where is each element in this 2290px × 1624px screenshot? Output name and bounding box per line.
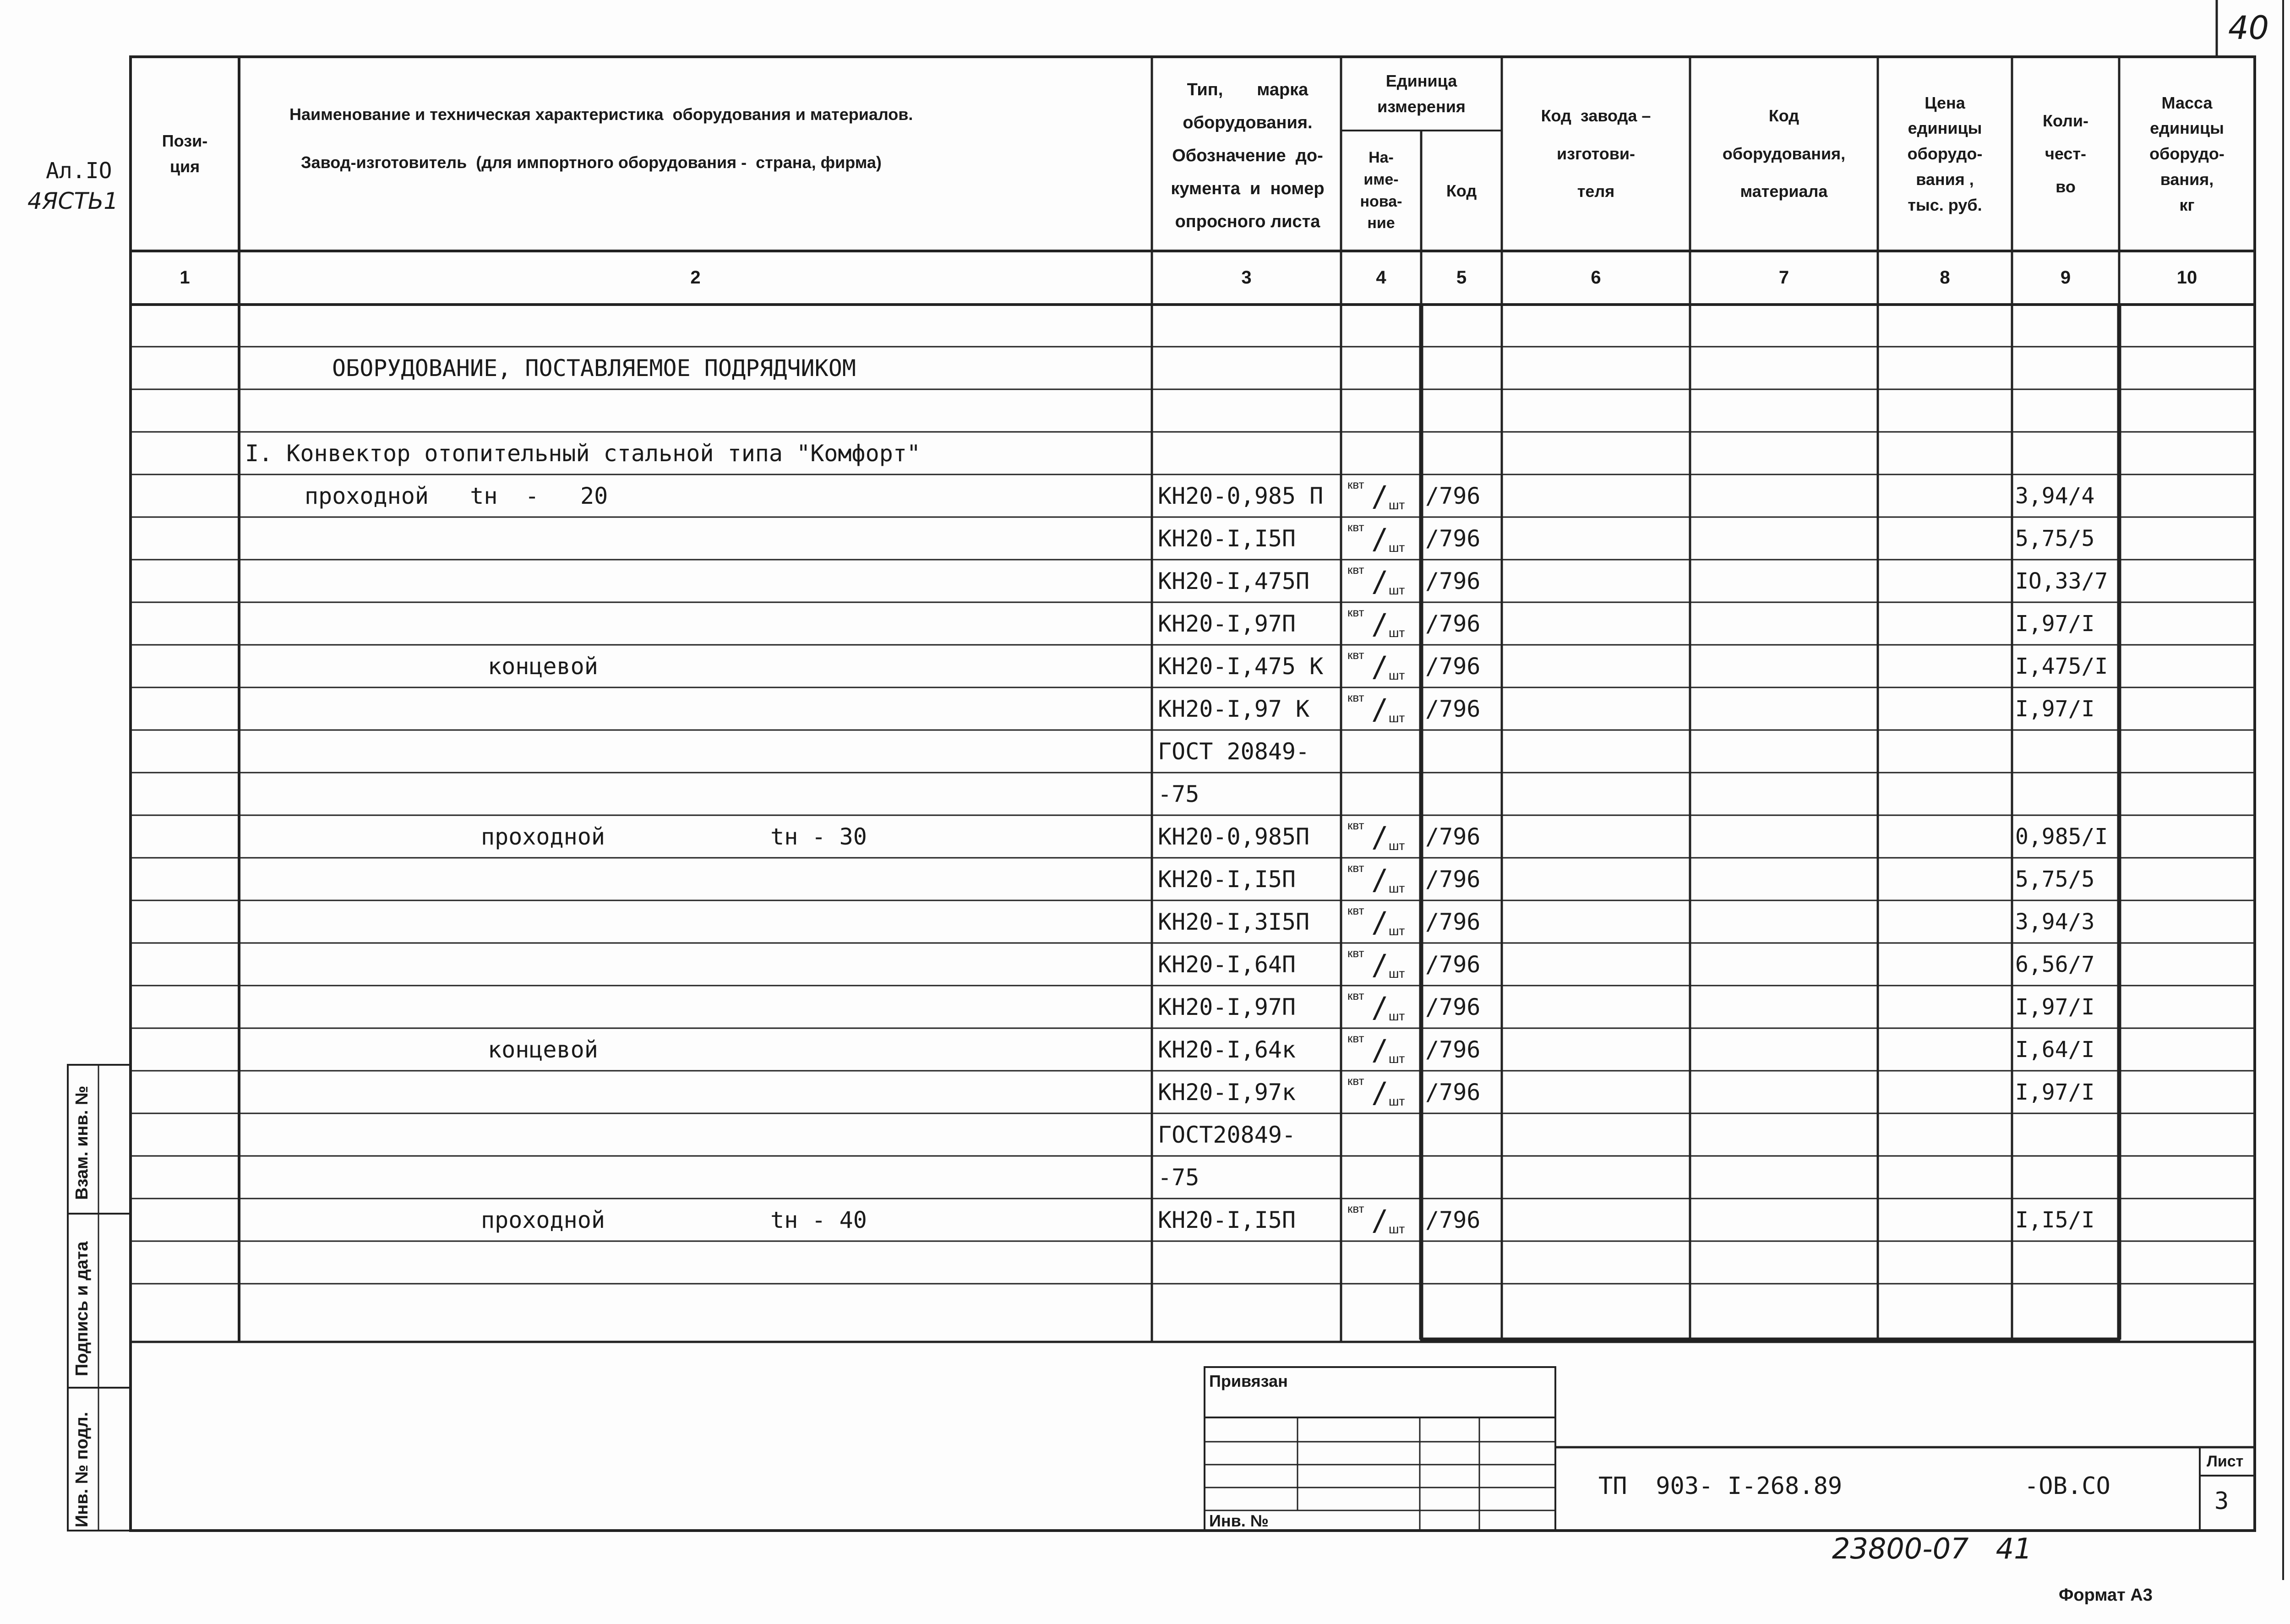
col-number: 7 xyxy=(1778,267,1789,288)
row-type-cell: КН20-0,985П xyxy=(1158,823,1310,850)
row-name-cell: концевой xyxy=(488,653,598,680)
row-unit-cell xyxy=(1343,645,1421,687)
row-quantity-cell: 6,56/7 xyxy=(2015,952,2095,977)
row-quantity-cell: 5,75/5 xyxy=(2015,866,2095,892)
header-type: Тип, марка оборудования. Обозначение до- кумента и номер опросного листа xyxy=(1171,80,1325,232)
unit-denominator: шт xyxy=(1389,881,1405,895)
corner-page-number: 40 xyxy=(2228,9,2269,47)
row-quantity-cell: I,97/I xyxy=(2015,611,2095,637)
row-type-cell: КН20-I,3I5П xyxy=(1158,909,1310,935)
row-name-cell: ОБОРУДОВАНИЕ, ПОСТАВЛЯЕМОЕ ПОДРЯДЧИКОМ xyxy=(332,355,856,381)
unit-slash: / xyxy=(1371,1076,1389,1109)
row-unit-cell xyxy=(1343,1199,1421,1241)
row-quantity-cell: I,475/I xyxy=(2015,654,2108,679)
row-type-cell: КН20-I,64П xyxy=(1158,951,1296,978)
row-name-cell: концевой xyxy=(488,1036,598,1063)
row-unit-cell xyxy=(1343,560,1421,602)
unit-numerator: квт xyxy=(1347,605,1364,619)
unit-denominator: шт xyxy=(1389,966,1405,981)
row-quantity-cell: IO,33/7 xyxy=(2015,568,2108,594)
row-quantity-cell: I,97/I xyxy=(2015,1079,2095,1105)
album-label: Ал.IO xyxy=(46,158,112,184)
unit-numerator: квт xyxy=(1347,861,1364,875)
col-number: 4 xyxy=(1376,267,1386,288)
row-code-cell: /796 xyxy=(1425,1079,1481,1106)
signature-date-label: Подпись и дата xyxy=(72,1241,92,1376)
col-number: 6 xyxy=(1591,267,1601,288)
unit-denominator: шт xyxy=(1389,1052,1405,1066)
row-quantity-cell: I,64/I xyxy=(2015,1037,2095,1063)
row-code-cell: /796 xyxy=(1425,866,1481,893)
row-unit-cell xyxy=(1343,518,1421,560)
header-quantity: Коли- чест- во xyxy=(2042,111,2089,196)
row-unit-cell xyxy=(1343,1029,1421,1071)
row-name-cell: проходной tн - 20 xyxy=(305,483,608,509)
row-name-cell: I. Конвектор отопительный стальной типа "Комфорт" xyxy=(245,440,921,467)
row-name-cell: проходной tн - 40 xyxy=(481,1207,867,1233)
col-number: 1 xyxy=(180,267,190,288)
unit-denominator: шт xyxy=(1389,583,1405,597)
row-type-cell: КН20-I,475 К xyxy=(1158,653,1324,680)
row-code-cell: /796 xyxy=(1425,483,1481,509)
unit-slash: / xyxy=(1371,820,1389,854)
row-type-cell: КН20-I,I5П xyxy=(1158,1207,1296,1233)
row-code-cell: /796 xyxy=(1425,1207,1481,1233)
header-factory-code: Код завода – изготови- теля xyxy=(1541,106,1651,201)
unit-numerator: квт xyxy=(1347,563,1364,577)
unit-denominator: шт xyxy=(1389,626,1405,640)
replace-inv-label: Взам. инв. № xyxy=(72,1085,92,1200)
row-quantity-cell: 0,985/I xyxy=(2015,824,2108,850)
inv-number-label: Инв. № xyxy=(1209,1511,1269,1530)
unit-numerator: квт xyxy=(1347,520,1364,534)
unit-slash: / xyxy=(1371,480,1389,513)
unit-slash: / xyxy=(1371,905,1389,939)
unit-numerator: квт xyxy=(1347,904,1364,917)
unit-slash: / xyxy=(1371,948,1389,981)
unit-denominator: шт xyxy=(1389,711,1405,725)
col-number: 5 xyxy=(1456,267,1467,288)
row-unit-cell xyxy=(1343,901,1421,943)
row-code-cell: /796 xyxy=(1425,696,1481,722)
unit-denominator: шт xyxy=(1389,540,1405,555)
row-quantity-cell: 3,94/3 xyxy=(2015,909,2095,935)
row-quantity-cell: I,97/I xyxy=(2015,994,2095,1020)
row-unit-cell xyxy=(1343,475,1421,517)
unit-denominator: шт xyxy=(1389,1222,1405,1236)
document-code: ТП 903- I-268.89 xyxy=(1598,1472,1843,1500)
row-type-cell: КН20-I,I5П xyxy=(1158,866,1296,893)
row-code-cell: /796 xyxy=(1425,994,1481,1020)
col-number: 8 xyxy=(1940,267,1950,288)
row-type-cell: КН20-I,97 К xyxy=(1158,696,1310,722)
unit-numerator: квт xyxy=(1347,818,1364,832)
unit-numerator: квт xyxy=(1347,691,1364,704)
col-number: 10 xyxy=(2176,267,2197,288)
unit-denominator: шт xyxy=(1389,668,1405,682)
row-name-cell: проходной tн - 30 xyxy=(481,823,867,850)
unit-slash: / xyxy=(1371,1033,1389,1067)
row-unit-cell xyxy=(1343,688,1421,730)
row-code-cell: /796 xyxy=(1425,610,1481,637)
header-price: Цена единицы оборудо- вания , тыс. руб. xyxy=(1907,93,1983,214)
row-code-cell: /796 xyxy=(1425,1036,1481,1063)
unit-denominator: шт xyxy=(1389,924,1405,938)
row-quantity-cell: I,I5/I xyxy=(2015,1207,2095,1233)
row-code-cell: /796 xyxy=(1425,653,1481,680)
unit-slash: / xyxy=(1371,607,1389,641)
header-unit: Единица измерения xyxy=(1377,71,1466,116)
header-mass: Масса единицы оборудо- вания, кг xyxy=(2149,93,2225,214)
row-type-cell: КН20-I,97к xyxy=(1158,1079,1296,1106)
row-code-cell: /796 xyxy=(1425,525,1481,552)
row-unit-cell xyxy=(1343,1071,1421,1113)
row-code-cell: /796 xyxy=(1425,909,1481,935)
col-number: 3 xyxy=(1241,267,1252,288)
inv-podl-label: Инв. № подл. xyxy=(72,1411,92,1527)
row-unit-cell xyxy=(1343,986,1421,1028)
unit-numerator: квт xyxy=(1347,946,1364,960)
row-quantity-cell: 3,94/4 xyxy=(2015,483,2095,509)
header-unit-name: На- име- нова- ние xyxy=(1360,149,1402,232)
row-type-cell: КН20-I,64к xyxy=(1158,1036,1296,1063)
row-code-cell: /796 xyxy=(1425,568,1481,594)
unit-slash: / xyxy=(1371,565,1389,598)
row-code-cell: /796 xyxy=(1425,951,1481,978)
unit-denominator: шт xyxy=(1389,498,1405,512)
unit-denominator: шт xyxy=(1389,1009,1405,1023)
unit-slash: / xyxy=(1371,650,1389,683)
unit-numerator: квт xyxy=(1347,1202,1364,1215)
privyazan-label: Привязан xyxy=(1209,1372,1288,1390)
row-type-cell: КН20-I,97П xyxy=(1158,610,1296,637)
header-equipment-code: Код оборудования, материала xyxy=(1722,106,1846,201)
unit-slash: / xyxy=(1371,863,1389,896)
sheet-number: 3 xyxy=(2214,1488,2229,1515)
row-unit-cell xyxy=(1343,603,1421,645)
header-position: Пози- ция xyxy=(162,131,208,176)
unit-denominator: шт xyxy=(1389,1094,1405,1108)
row-unit-cell xyxy=(1343,943,1421,986)
unit-slash: / xyxy=(1371,692,1389,726)
unit-slash: / xyxy=(1371,991,1389,1024)
row-unit-cell xyxy=(1343,816,1421,858)
sheet-label: Лист xyxy=(2207,1453,2244,1470)
unit-slash: / xyxy=(1371,1204,1389,1237)
row-unit-cell xyxy=(1343,858,1421,900)
header-unit-code: Код xyxy=(1446,181,1477,200)
unit-slash: / xyxy=(1371,522,1389,556)
col-number: 2 xyxy=(690,267,701,288)
header-name xyxy=(239,57,1152,251)
part-label: 4ЯСТЬ1 xyxy=(27,188,119,214)
unit-numerator: квт xyxy=(1347,478,1364,491)
unit-numerator: квт xyxy=(1347,1074,1364,1088)
row-type-cell: КН20-I,I5П xyxy=(1158,525,1296,552)
row-type-cell: КН20-0,985 П xyxy=(1158,483,1324,509)
row-type-cell: КН20-I,97П xyxy=(1158,994,1296,1020)
unit-numerator: квт xyxy=(1347,1031,1364,1045)
unit-numerator: квт xyxy=(1347,648,1364,662)
row-quantity-cell: 5,75/5 xyxy=(2015,526,2095,551)
format-label: Формат А3 xyxy=(2059,1586,2153,1605)
archive-number: 23800-07 41 xyxy=(1832,1532,2032,1565)
unit-numerator: квт xyxy=(1347,989,1364,1003)
unit-denominator: шт xyxy=(1389,839,1405,853)
header-name-line1: Наименование и техническая характеристика оборудования и материалов. xyxy=(289,105,913,124)
col-number: 9 xyxy=(2060,267,2071,288)
row-type-cell: -75 xyxy=(1158,1164,1200,1191)
row-type-cell: ГОСТ20849- xyxy=(1158,1122,1296,1148)
row-code-cell: /796 xyxy=(1425,823,1481,850)
row-type-cell: ГОСТ 20849- xyxy=(1158,738,1310,765)
document-suffix: -ОВ.СО xyxy=(2024,1472,2110,1500)
row-type-cell: -75 xyxy=(1158,781,1200,807)
row-type-cell: КН20-I,475П xyxy=(1158,568,1310,594)
row-quantity-cell: I,97/I xyxy=(2015,696,2095,722)
header-name-line2: Завод-изготовитель (для импортного оборудования - страна, фирма) xyxy=(301,153,882,172)
